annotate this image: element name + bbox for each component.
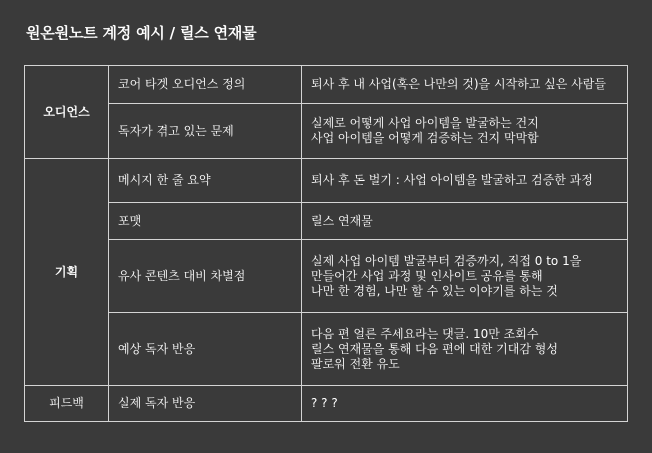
value-line: 릴스 연재물을 통해 다음 편에 대한 기대감 형성 — [311, 341, 558, 356]
row-label: 유사 콘텐츠 대비 차별점 — [109, 240, 302, 313]
category-cell-planning: 기획 — [25, 159, 109, 386]
row-label: 메시지 한 줄 요약 — [109, 159, 302, 203]
table-row — [25, 240, 628, 313]
value-line: 만들어간 사업 과정 및 인사이트 공유를 통해 — [311, 268, 543, 283]
table-row — [25, 159, 628, 203]
value-line: ? ? ? — [311, 396, 338, 410]
row-label: 실제 독자 반응 — [109, 386, 302, 422]
row-value — [302, 240, 628, 313]
table-row — [25, 203, 628, 240]
row-label: 코어 타겟 오디언스 정의 — [109, 66, 302, 104]
row-label: 포맷 — [109, 203, 302, 240]
table-row — [25, 313, 628, 386]
value-line: 릴스 연재물 — [311, 213, 373, 228]
value-line: 나만 한 경험, 나만 할 수 있는 이야기를 하는 것 — [311, 283, 558, 298]
plan-table — [24, 65, 628, 422]
value-line: 실제로 어떻게 사업 아이템을 발굴하는 건지 — [311, 116, 539, 130]
table-row — [25, 386, 628, 422]
row-value — [302, 203, 628, 240]
value-line: 팔로워 전환 유도 — [311, 356, 400, 371]
value-line: 퇴사 후 돈 벌기 : 사업 아이템을 발굴하고 검증한 과정 — [311, 173, 593, 187]
row-label: 예상 독자 반응 — [109, 313, 302, 386]
category-cell-audience: 오디언스 — [25, 66, 109, 159]
value-line: 퇴사 후 내 사업(혹은 나만의 것)을 시작하고 싶은 사람들 — [311, 77, 606, 91]
value-line: 사업 아이템을 어떻게 검증하는 건지 막막함 — [311, 131, 539, 145]
row-value — [302, 386, 628, 422]
row-value — [302, 104, 628, 159]
table-row — [25, 66, 628, 104]
row-label: 독자가 겪고 있는 문제 — [109, 104, 302, 159]
page-title: 원온원노트 계정 예시 / 릴스 연재물 — [26, 24, 257, 42]
category-cell-feedback: 피드백 — [25, 386, 109, 422]
value-line: 실제 사업 아이템 발굴부터 검증까지, 직접 0 to 1을 — [311, 253, 582, 268]
row-value — [302, 66, 628, 104]
value-line: 다음 편 얼른 주세요라는 댓글. 10만 조회수 — [311, 326, 539, 341]
table-row — [25, 104, 628, 159]
row-value — [302, 313, 628, 386]
row-value — [302, 159, 628, 203]
